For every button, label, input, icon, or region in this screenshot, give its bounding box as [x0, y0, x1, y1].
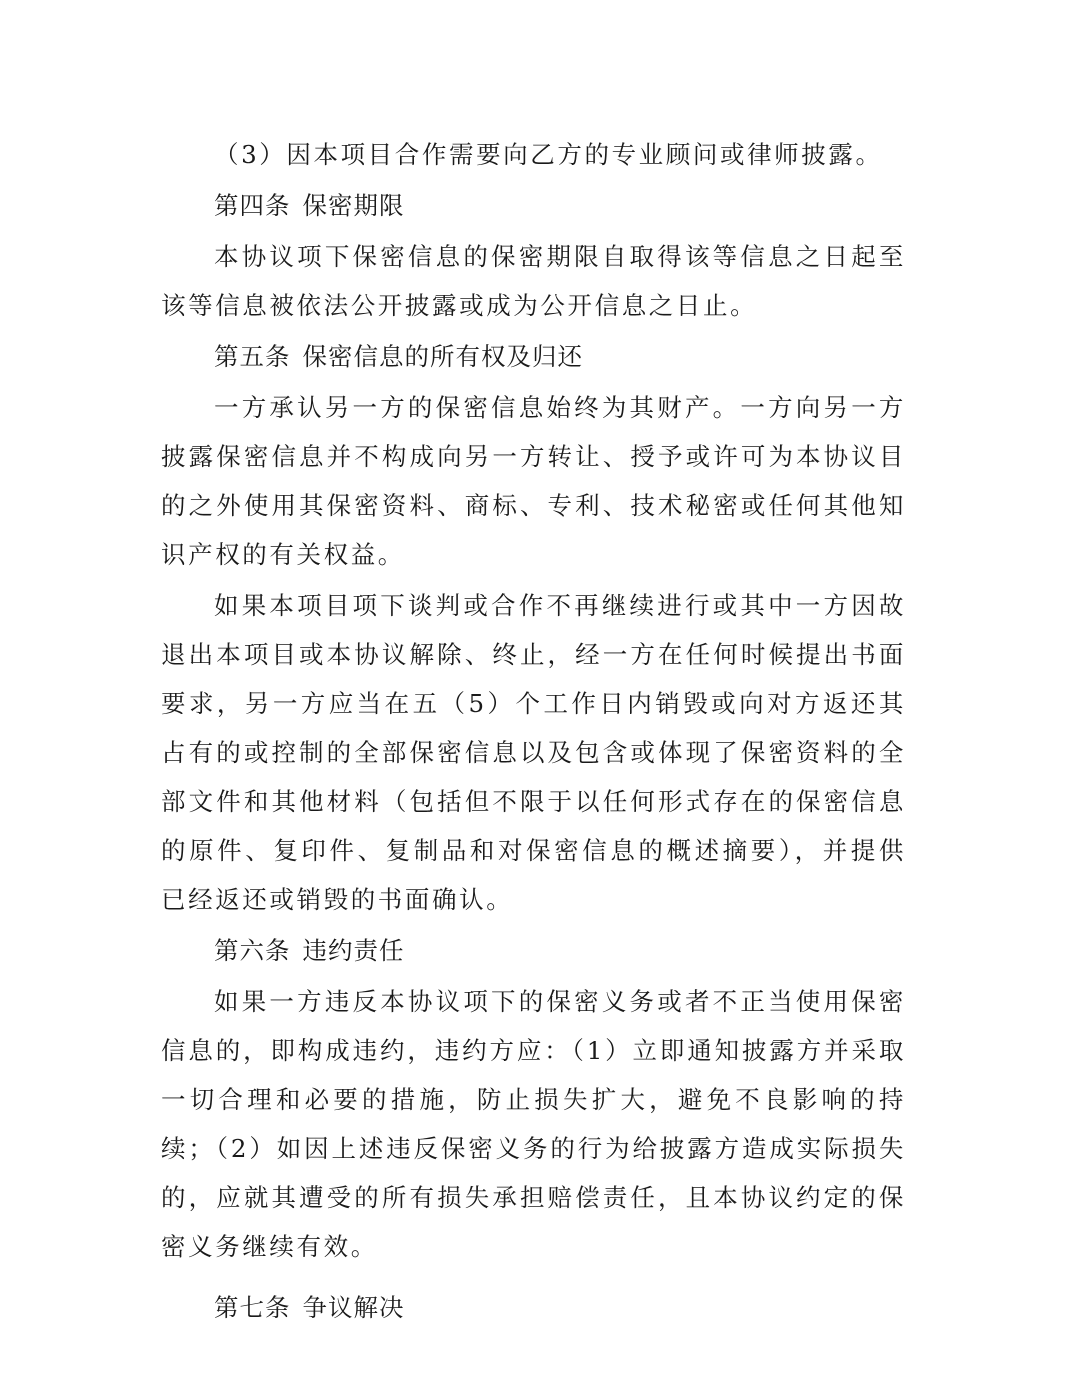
- article-number: 第六条: [214, 936, 291, 965]
- article-5-body-1: 一方承认另一方的保密信息始终为其财产。一方向另一方披露保密信息并不构成向另一方转让、授予或许可为本协议目的之外使用其保密资料、商标、专利、技术秘密或任何其他知识产权的有关权益。: [161, 393, 906, 569]
- article-number: 第四条: [214, 191, 291, 220]
- article-title: 争议解决: [302, 1293, 405, 1322]
- article-4-heading: [161, 181, 906, 230]
- article-title: 保密期限: [302, 191, 405, 220]
- article-number: 第五条: [214, 342, 291, 371]
- article-5-body-2: 如果本项目项下谈判或合作不再继续进行或其中一方因故退出本项目或本协议解除、终止，经一方在任何时候提出书面要求，另一方应当在五（5）个工作日内销毁或向对方返还其占有的或控制的全部保密信息以及包含或体现了保密资料的全部文件和其他材料（包括但不限于以任何形式存在的保密信息的原件、复印件、复制品和对保密信息的概述摘要），并提供已经返还或销毁的书面确认。: [161, 591, 906, 914]
- article-7-heading: [161, 1283, 906, 1332]
- document-page: [161, 130, 906, 1332]
- article-5-heading: [161, 332, 906, 381]
- article-6-heading: [161, 926, 906, 975]
- article-title: 保密信息的所有权及归还: [302, 342, 583, 371]
- article-title: 违约责任: [302, 936, 405, 965]
- clause-3-item-3: （3）因本项目合作需要向乙方的专业顾问或律师披露。: [214, 140, 883, 169]
- article-4-body: 本协议项下保密信息的保密期限自取得该等信息之日起至该等信息被依法公开披露或成为公开信息之日止。: [161, 242, 906, 320]
- article-number: 第七条: [214, 1293, 291, 1322]
- article-6-body: 如果一方违反本协议项下的保密义务或者不正当使用保密信息的，即构成违约，违约方应：（1）立即通知披露方并采取一切合理和必要的措施，防止损失扩大，避免不良影响的持续；（2）如因上述违反保密义务的行为给披露方造成实际损失的，应就其遭受的所有损失承担赔偿责任，且本协议约定的保密义务继续有效。: [161, 987, 906, 1261]
